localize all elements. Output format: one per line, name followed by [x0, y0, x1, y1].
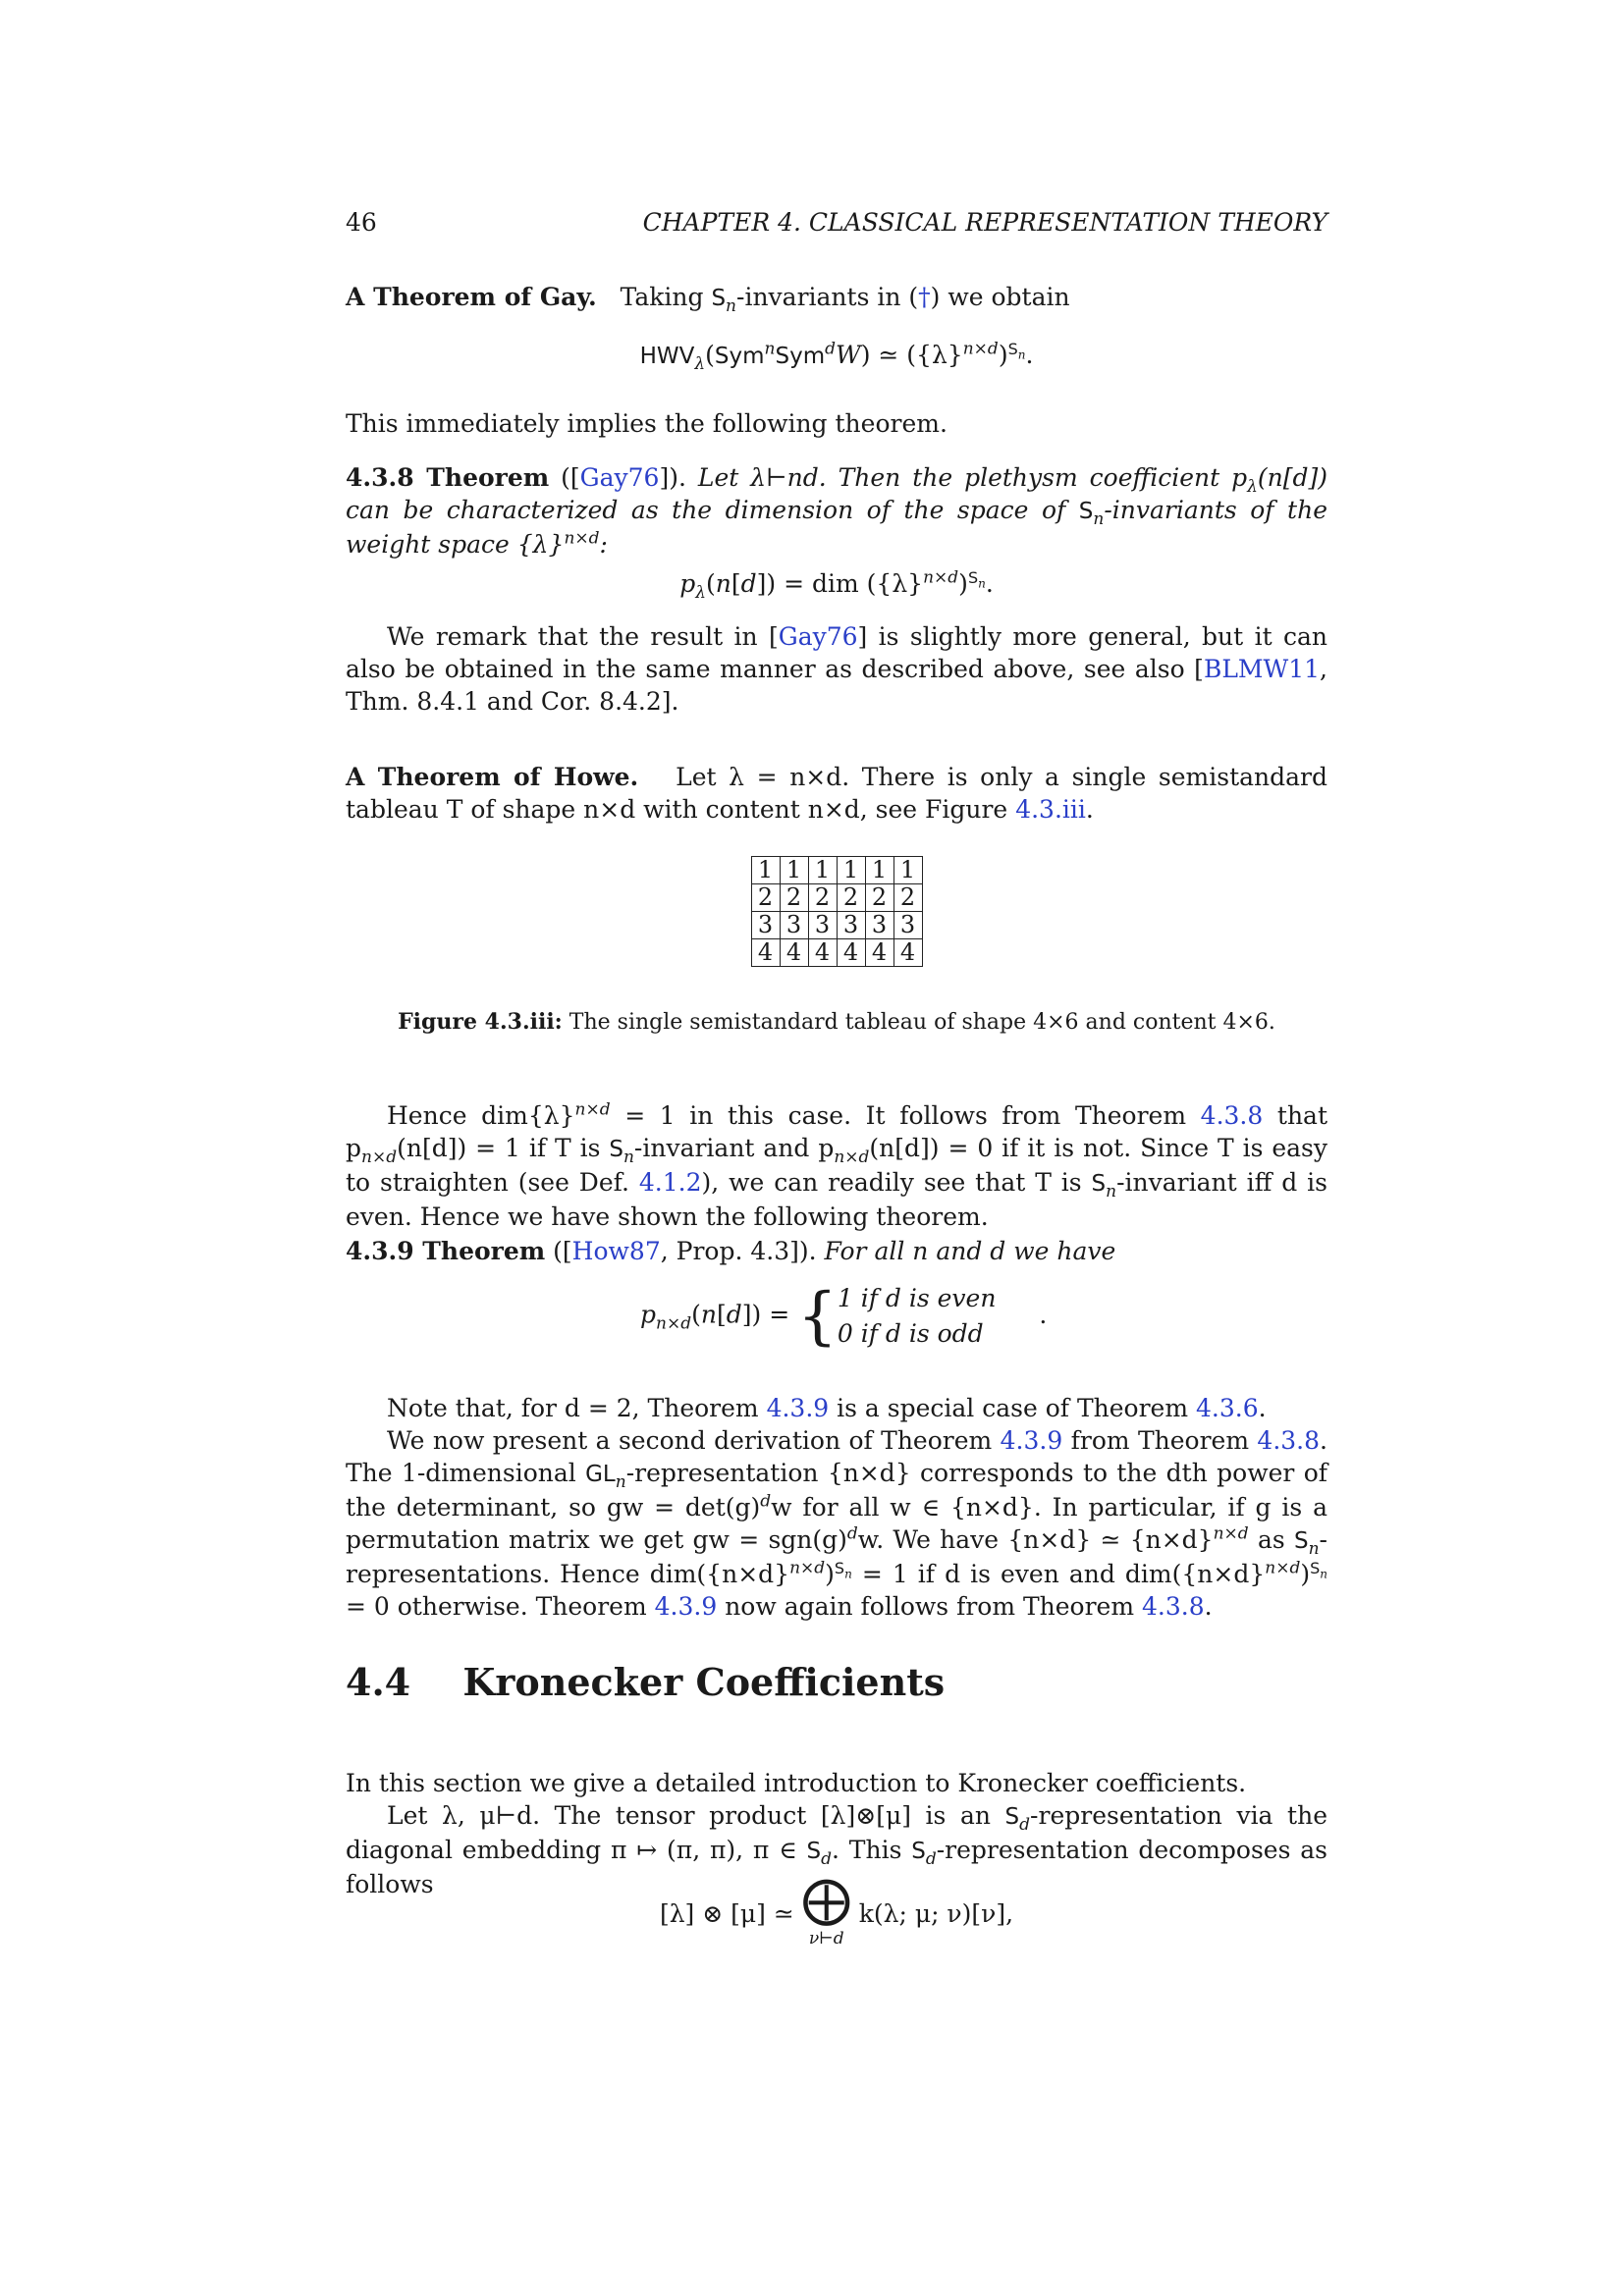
hence-e: -invariant and p [633, 1134, 835, 1162]
hence-c: that p [346, 1101, 1328, 1162]
theorem-4-3-9: 4.3.9 Theorem ([How87, Prop. 4.3]). For all n and d we have [346, 1237, 1116, 1265]
theorem-4-3-8: 4.3.8 Theorem ([Gay76]). Let λ⊢nd. Then the plethysm coefficient $p_\lambda(n[d])$ can be characterized as the dimension of the space of $S_n$-invariants of the weight space $\{\lambda\}^{n\times d}$: [346, 463, 1327, 559]
remark-a: We remark that the result in [ [387, 622, 779, 651]
tableau-row [751, 857, 922, 884]
remark-paragraph [346, 620, 1327, 718]
second-l: = 0 otherwise. Theorem [346, 1592, 655, 1621]
second-g: as [1248, 1525, 1294, 1554]
tableau-cell: 1 [865, 857, 893, 884]
how87-citation-link[interactable]: How87 [571, 1237, 661, 1265]
p2-a: Let λ, μ⊢d. The tensor product [λ]⊗[μ] is an [387, 1801, 1005, 1830]
gay-paragraph: A Theorem of Gay. Taking $S_n$-invariants in (†) we obtain [346, 283, 1070, 316]
page-number: 46 [346, 208, 377, 237]
theorem-438-label: 4.3.8 Theorem [346, 463, 550, 492]
second-h: -representations. Hence dim({n×d} [346, 1525, 1327, 1588]
tableau-cell: 4 [837, 939, 865, 967]
second-derivation-paragraph: We now present a second derivation of Theorem 4.3.9 from Theorem 4.3.8. The 1-dimensional $GL_n$-representation {n×d} corresponds to the dth power of the determinant, so gw = $\det(g)^dw$ for all w ∈ {n×d}. In particular, if g is a permutation matrix we get gw = $sgn(g)^dw$. We have {n×d} ≃ $\{n\times d\}^{n\times d}$ as $S_n$-representations. Hence $dim(\{n\times d\}^{n\times d})^{S_n} = 1$ if d is even and $dim(\{n\times d\}^{n\times d})^{S_n} = 0$ otherwise. Theorem 4.3.9 now again follows from Theorem 4.3.8. [346, 1426, 1327, 1621]
gay-heading: A Theorem of Gay. [346, 283, 597, 311]
tableau-cell: 1 [837, 857, 865, 884]
tableau-cell: 4 [751, 939, 780, 967]
second-j: = 1 if d is even and dim({n×d} [851, 1560, 1266, 1588]
figure-caption-text: The single semistandard tableau of shape 4×6 and content 4×6. [568, 1010, 1275, 1035]
thm438-statement-c: -invariants of the weight space {λ} [346, 496, 1327, 559]
figure-label: Figure 4.3.iii: [398, 1009, 563, 1035]
hence-a: Hence dim{λ} [387, 1101, 575, 1130]
gay76-citation-link[interactable]: Gay76 [579, 463, 660, 492]
figure-caption [346, 1006, 1327, 1039]
eq-rhs: k(λ; μ; ν)[ν], [858, 1899, 1014, 1928]
tableau-row [751, 884, 922, 912]
note-b: is a special case of Theorem [829, 1394, 1196, 1422]
p2-b: -representation via the diagonal embedding π ↦ (π, π), π ∈ [346, 1801, 1327, 1864]
eq-sub: ν⊢d [808, 1929, 844, 1949]
note-c: . [1258, 1394, 1267, 1422]
howe-text-b: . [1085, 795, 1094, 824]
semistandard-tableau [751, 856, 923, 967]
tableau-cell: 4 [893, 939, 922, 967]
tableau-cell: 1 [808, 857, 837, 884]
second-ref3-link[interactable]: 4.3.9 [654, 1592, 718, 1621]
tableau-cell: 3 [865, 912, 893, 939]
tableau-cell: 3 [751, 912, 780, 939]
tableau-cell: 2 [808, 884, 837, 912]
hence-d: (n[d]) = 1 if T is [397, 1134, 610, 1162]
thm438-statement-a: Let λ⊢nd. Then the plethysm coefficient p [697, 463, 1248, 492]
gay-intro-c: ) we obtain [930, 283, 1070, 311]
tableau-cell: 2 [837, 884, 865, 912]
second-ref4-link[interactable]: 4.3.8 [1142, 1592, 1205, 1621]
hence-paragraph: Hence $dim\{\lambda\}^{n\times d} = 1$ in this case. It follows from Theorem 4.3.8 that $p_{n\times d}(n[d]) = 1$ if T is $S_n$-invariant and $p_{n\times d}(n[d]) = 0$ if it is not. Since T is easy to straighten (see Def. 4.1.2), we can readily see that T is $S_n$-invariant iff d is even. Hence we have shown the following theorem. [346, 1099, 1328, 1231]
tableau-figure [346, 856, 1327, 967]
howe-paragraph [346, 761, 1327, 826]
eq-lhs: [λ] ⊗ [μ] ≃ [659, 1899, 802, 1928]
tableau-cell: 2 [865, 884, 893, 912]
tableau-cell: 1 [780, 857, 808, 884]
second-k: ) [1300, 1560, 1311, 1588]
theorem-439-statement: For all n and d we have [824, 1237, 1116, 1265]
tableau-cell: 1 [751, 857, 780, 884]
second-ref2-link[interactable]: 4.3.8 [1257, 1426, 1321, 1455]
tensor-paragraph: Let λ, μ⊢d. The tensor product [λ]⊗[μ] is an $S_d$-representation via the diagonal embedding π ↦ (π, π), π ∈ $S_d$. This $S_d$-representation decomposes as follows [346, 1801, 1327, 1898]
gay-intro-b: -invariants in ( [736, 283, 919, 311]
theorem-436-link[interactable]: 4.3.6 [1196, 1394, 1259, 1422]
p2-d: -representation decomposes as follows [346, 1836, 1327, 1898]
second-a: We now present a second derivation of Theorem [387, 1426, 1001, 1455]
figure-4-3-iii-link[interactable]: 4.3.iii [1015, 795, 1086, 824]
tableau-cell: 3 [837, 912, 865, 939]
gay-intro-a: Taking [620, 283, 712, 311]
theorem-439-link[interactable]: 4.3.9 [766, 1394, 830, 1422]
note-a: Note that, for d = 2, Theorem [387, 1394, 767, 1422]
second-i: ) [825, 1560, 835, 1588]
theorem-438-equation: $p_\lambda(n[d])$ = dim $(\{\lambda\}^{n\times d})^{S_n}$. [679, 567, 994, 603]
second-ref1-link[interactable]: 4.3.9 [1000, 1426, 1063, 1455]
tableau-row [751, 912, 922, 939]
hence-f: (n[d]) = 0 if it is not. Since T is easy to straighten (see Def. [346, 1134, 1327, 1197]
case-odd: 0 if d is odd [837, 1319, 984, 1348]
section-intro: In this section we give a detailed introduction to Kronecker coefficients. [346, 1769, 1247, 1797]
second-n: . [1204, 1592, 1213, 1621]
tableau-cell: 2 [780, 884, 808, 912]
cases-block [838, 1281, 997, 1352]
kronecker-equation [346, 1871, 1327, 1951]
tableau-cell: 3 [780, 912, 808, 939]
dagger-ref-link[interactable]: † [918, 283, 931, 311]
chapter-title: CHAPTER 4. CLASSICAL REPRESENTATION THEORY [642, 208, 1327, 237]
howe-heading: A Theorem of Howe. [346, 763, 639, 791]
section-title: Kronecker Coefficients [462, 1660, 946, 1704]
p2-c: . This [832, 1836, 912, 1864]
hence-b: = 1 in this case. It follows from Theorem [610, 1101, 1201, 1130]
gay76-remark-link[interactable]: Gay76 [778, 622, 858, 651]
second-m: now again follows from Theorem [717, 1592, 1143, 1621]
tableau-cell: 3 [808, 912, 837, 939]
hence-h: -invariant iff d is even. Hence we have shown the following theorem. [346, 1168, 1328, 1231]
second-d: -representation {n×d} corresponds to the dth power of the determinant, so gw = det(g) [346, 1459, 1327, 1522]
tableau-cell: 4 [865, 939, 893, 967]
definition-412-link[interactable]: 4.1.2 [638, 1168, 702, 1197]
gay-equation: $HWV_\lambda(Sym^nSym^dW)$ ≃ $(\{\lambda\}^{n\times d})^{S_n}$. [639, 339, 1034, 374]
tableau-cell: 4 [780, 939, 808, 967]
second-f: w. We have {n×d} ≃ {n×d} [857, 1525, 1214, 1554]
blmw11-citation-link[interactable]: BLMW11 [1203, 655, 1321, 683]
second-c: . The 1-dimensional [346, 1426, 1327, 1487]
hence-g: ), we can readily see that T is [701, 1168, 1092, 1197]
thm438-statement-d: : [599, 530, 608, 559]
tableau-cell: 4 [808, 939, 837, 967]
how87-cite-rest: , Prop. 4.3] [660, 1237, 799, 1265]
section-heading [346, 1659, 1327, 1706]
tableau-cell: 1 [893, 857, 922, 884]
thm438-statement-b: (n[d]) can be characterized as the dimension of the space of [346, 463, 1327, 524]
tableau-cell: 3 [893, 912, 922, 939]
howe-text-a: Let λ = n×d. There is only a single semistandard tableau T of shape n×d with content n×d, see Figure [346, 763, 1327, 824]
theorem-438-link[interactable]: 4.3.8 [1200, 1101, 1264, 1130]
second-e: w for all w ∈ {n×d}. In particular, if g is a permutation matrix we get gw = sgn(g) [346, 1493, 1327, 1554]
gay-after-text: This immediately implies the following theorem. [346, 409, 947, 438]
section-number: 4.4 [346, 1660, 411, 1704]
theorem-439-equation: $p_{n\times d}(n[d]) = \{1$ if d is even 0 if d is odd . [640, 1280, 1048, 1353]
remark-c: , Thm. 8.4.1 and Cor. 8.4.2]. [346, 655, 1327, 716]
theorem-439-label: 4.3.9 Theorem [346, 1237, 546, 1265]
case-even: 1 if d is even [837, 1284, 997, 1312]
remark-b: ] is slightly more general, but it can also be obtained in the same manner as described above, see also [ [346, 622, 1327, 683]
note-paragraph [346, 1392, 1327, 1424]
tableau-cell: 2 [751, 884, 780, 912]
tableau-cell: 2 [893, 884, 922, 912]
tableau-row [751, 939, 922, 967]
direct-sum-symbol: ⨁ [801, 1871, 851, 1928]
second-b: from Theorem [1062, 1426, 1258, 1455]
